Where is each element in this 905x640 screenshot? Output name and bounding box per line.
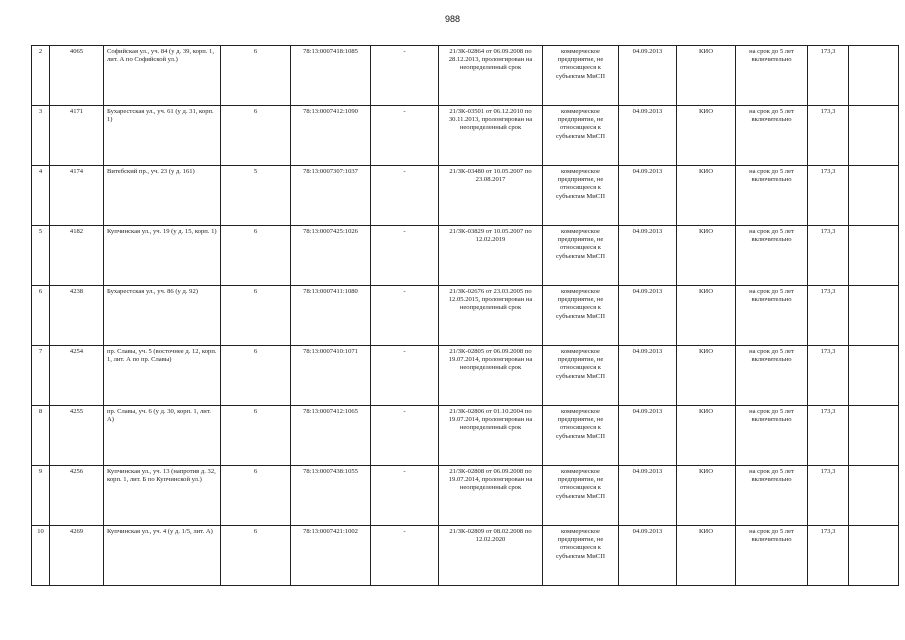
object-id-cell: 4256	[50, 466, 104, 526]
term-cell: на срок до 5 лет включительно	[736, 526, 808, 586]
zone-cell: 6	[221, 526, 291, 586]
object-id-cell: 4171	[50, 106, 104, 166]
authority-cell: КИО	[677, 46, 736, 106]
object-id-cell: 4269	[50, 526, 104, 586]
address-cell: Бухарестская ул., уч. 61 (у д. 31, корп. 1)	[104, 106, 221, 166]
row-number-cell: 9	[32, 466, 50, 526]
note-cell	[849, 466, 899, 526]
address-cell: Витебский пр., уч. 23 (у д. 161)	[104, 166, 221, 226]
rate-cell: 173,3	[808, 526, 849, 586]
zone-cell: 6	[221, 286, 291, 346]
address-cell: Бухарестская ул., уч. 86 (у д. 92)	[104, 286, 221, 346]
tenant-category-cell: коммерческое предприятие, не относящееся к субъектам МиСП	[543, 526, 619, 586]
table-row	[32, 406, 899, 466]
contract-cell: 21/ЗК-03829 от 10.05.2007 по 12.02.2019	[439, 226, 543, 286]
authority-cell: КИО	[677, 526, 736, 586]
note-cell	[849, 106, 899, 166]
address-cell: Купчинская ул., уч. 4 (у д. 1/5, лит. А)	[104, 526, 221, 586]
cadastral-number-cell: 78:13:0007438:1055	[291, 466, 371, 526]
area-cell: -	[371, 46, 439, 106]
object-id-cell: 4254	[50, 346, 104, 406]
tenant-category-cell: коммерческое предприятие, не относящееся к субъектам МиСП	[543, 346, 619, 406]
decision-date-cell: 04.09.2013	[619, 106, 677, 166]
contract-cell: 21/ЗК-02806 от 01.10.2004 по 19.07.2014, пролонгирован на неопределенный срок	[439, 406, 543, 466]
tenant-category-cell: коммерческое предприятие, не относящееся к субъектам МиСП	[543, 106, 619, 166]
note-cell	[849, 346, 899, 406]
cadastral-number-cell: 78:13:0007411:1080	[291, 286, 371, 346]
object-id-cell: 4182	[50, 226, 104, 286]
decision-date-cell: 04.09.2013	[619, 166, 677, 226]
decision-date-cell: 04.09.2013	[619, 226, 677, 286]
object-id-cell: 4065	[50, 46, 104, 106]
area-cell: -	[371, 226, 439, 286]
rate-cell: 173,3	[808, 346, 849, 406]
zone-cell: 6	[221, 46, 291, 106]
note-cell	[849, 286, 899, 346]
rate-cell: 173,3	[808, 106, 849, 166]
cadastral-number-cell: 78:13:0007307:1037	[291, 166, 371, 226]
tenant-category-cell: коммерческое предприятие, не относящееся к субъектам МиСП	[543, 226, 619, 286]
cadastral-number-cell: 78:13:0007425:1026	[291, 226, 371, 286]
term-cell: на срок до 5 лет включительно	[736, 466, 808, 526]
authority-cell: КИО	[677, 406, 736, 466]
address-cell: пр. Славы, уч. 5 (восточнее д. 12, корп. 1, лит. А по пр. Славы)	[104, 346, 221, 406]
decision-date-cell: 04.09.2013	[619, 406, 677, 466]
row-number-cell: 3	[32, 106, 50, 166]
row-number-cell: 5	[32, 226, 50, 286]
table-row	[32, 346, 899, 406]
rate-cell: 173,3	[808, 226, 849, 286]
term-cell: на срок до 5 лет включительно	[736, 346, 808, 406]
address-cell: Купчинская ул., уч. 13 (напротив д. 32, корп. 1, лит. Б по Купчинской ул.)	[104, 466, 221, 526]
cadastral-number-cell: 78:13:0007412:1065	[291, 406, 371, 466]
rate-cell: 173,3	[808, 406, 849, 466]
note-cell	[849, 46, 899, 106]
cadastral-number-cell: 78:13:0007410:1071	[291, 346, 371, 406]
area-cell: -	[371, 166, 439, 226]
row-number-cell: 7	[32, 346, 50, 406]
row-number-cell: 6	[32, 286, 50, 346]
tenant-category-cell: коммерческое предприятие, не относящееся к субъектам МиСП	[543, 46, 619, 106]
tenant-category-cell: коммерческое предприятие, не относящееся к субъектам МиСП	[543, 166, 619, 226]
note-cell	[849, 166, 899, 226]
contract-cell: 21/ЗК-02864 от 06.09.2008 по 28.12.2013, пролонгирован на неопределенный срок	[439, 46, 543, 106]
row-number-cell: 10	[32, 526, 50, 586]
authority-cell: КИО	[677, 346, 736, 406]
address-cell: Софийская ул., уч. 84 (у д. 39, корп. 1, лит. А по Софийской ул.)	[104, 46, 221, 106]
object-id-cell: 4238	[50, 286, 104, 346]
tenant-category-cell: коммерческое предприятие, не относящееся к субъектам МиСП	[543, 406, 619, 466]
term-cell: на срок до 5 лет включительно	[736, 166, 808, 226]
object-id-cell: 4255	[50, 406, 104, 466]
row-number-cell: 2	[32, 46, 50, 106]
cadastral-number-cell: 78:13:0007421:1002	[291, 526, 371, 586]
cadastral-number-cell: 78:13:0007412:1090	[291, 106, 371, 166]
contract-cell: 21/ЗК-02809 от 08.02.2008 по 12.02.2020	[439, 526, 543, 586]
table-body	[32, 46, 899, 586]
authority-cell: КИО	[677, 286, 736, 346]
object-id-cell: 4174	[50, 166, 104, 226]
table-row	[32, 106, 899, 166]
authority-cell: КИО	[677, 226, 736, 286]
term-cell: на срок до 5 лет включительно	[736, 286, 808, 346]
authority-cell: КИО	[677, 466, 736, 526]
table-row	[32, 286, 899, 346]
tenant-category-cell: коммерческое предприятие, не относящееся к субъектам МиСП	[543, 466, 619, 526]
table-row	[32, 526, 899, 586]
contract-cell: 21/ЗК-02676 от 23.03.2005 по 12.05.2015, пролонгирован на неопределенный срок	[439, 286, 543, 346]
table-row	[32, 466, 899, 526]
table-row	[32, 226, 899, 286]
zone-cell: 6	[221, 226, 291, 286]
zone-cell: 5	[221, 166, 291, 226]
area-cell: -	[371, 346, 439, 406]
decision-date-cell: 04.09.2013	[619, 286, 677, 346]
note-cell	[849, 226, 899, 286]
contract-cell: 21/ЗК-02805 от 06.09.2008 по 19.07.2014, пролонгирован на неопределенный срок	[439, 346, 543, 406]
row-number-cell: 4	[32, 166, 50, 226]
area-cell: -	[371, 466, 439, 526]
zone-cell: 6	[221, 106, 291, 166]
authority-cell: КИО	[677, 166, 736, 226]
area-cell: -	[371, 106, 439, 166]
contract-cell: 21/ЗК-02808 от 06.09.2008 по 19.07.2014, пролонгирован на неопределенный срок	[439, 466, 543, 526]
decision-date-cell: 04.09.2013	[619, 466, 677, 526]
area-cell: -	[371, 526, 439, 586]
zone-cell: 6	[221, 406, 291, 466]
rate-cell: 173,3	[808, 46, 849, 106]
note-cell	[849, 406, 899, 466]
term-cell: на срок до 5 лет включительно	[736, 46, 808, 106]
area-cell: -	[371, 406, 439, 466]
row-number-cell: 8	[32, 406, 50, 466]
term-cell: на срок до 5 лет включительно	[736, 106, 808, 166]
decision-date-cell: 04.09.2013	[619, 346, 677, 406]
contract-cell: 21/ЗК-03480 от 10.05.2007 по 23.08.2017	[439, 166, 543, 226]
term-cell: на срок до 5 лет включительно	[736, 226, 808, 286]
address-cell: Купчинская ул., уч. 19 (у д. 15, корп. 1)	[104, 226, 221, 286]
rate-cell: 173,3	[808, 286, 849, 346]
zone-cell: 6	[221, 346, 291, 406]
authority-cell: КИО	[677, 106, 736, 166]
note-cell	[849, 526, 899, 586]
decision-date-cell: 04.09.2013	[619, 46, 677, 106]
decision-date-cell: 04.09.2013	[619, 526, 677, 586]
contract-cell: 21/ЗК-03501 от 06.12.2010 по 30.11.2013, пролонгирован на неопределенный срок	[439, 106, 543, 166]
table-row	[32, 46, 899, 106]
address-cell: пр. Славы, уч. 6 (у д. 30, корп. 1, лит. А)	[104, 406, 221, 466]
tenant-category-cell: коммерческое предприятие, не относящееся к субъектам МиСП	[543, 286, 619, 346]
rate-cell: 173,3	[808, 166, 849, 226]
zone-cell: 6	[221, 466, 291, 526]
term-cell: на срок до 5 лет включительно	[736, 406, 808, 466]
register-table	[31, 45, 899, 586]
rate-cell: 173,3	[808, 466, 849, 526]
cadastral-number-cell: 78:13:0007418:1085	[291, 46, 371, 106]
page-number: 988	[444, 14, 461, 24]
area-cell: -	[371, 286, 439, 346]
table-row	[32, 166, 899, 226]
